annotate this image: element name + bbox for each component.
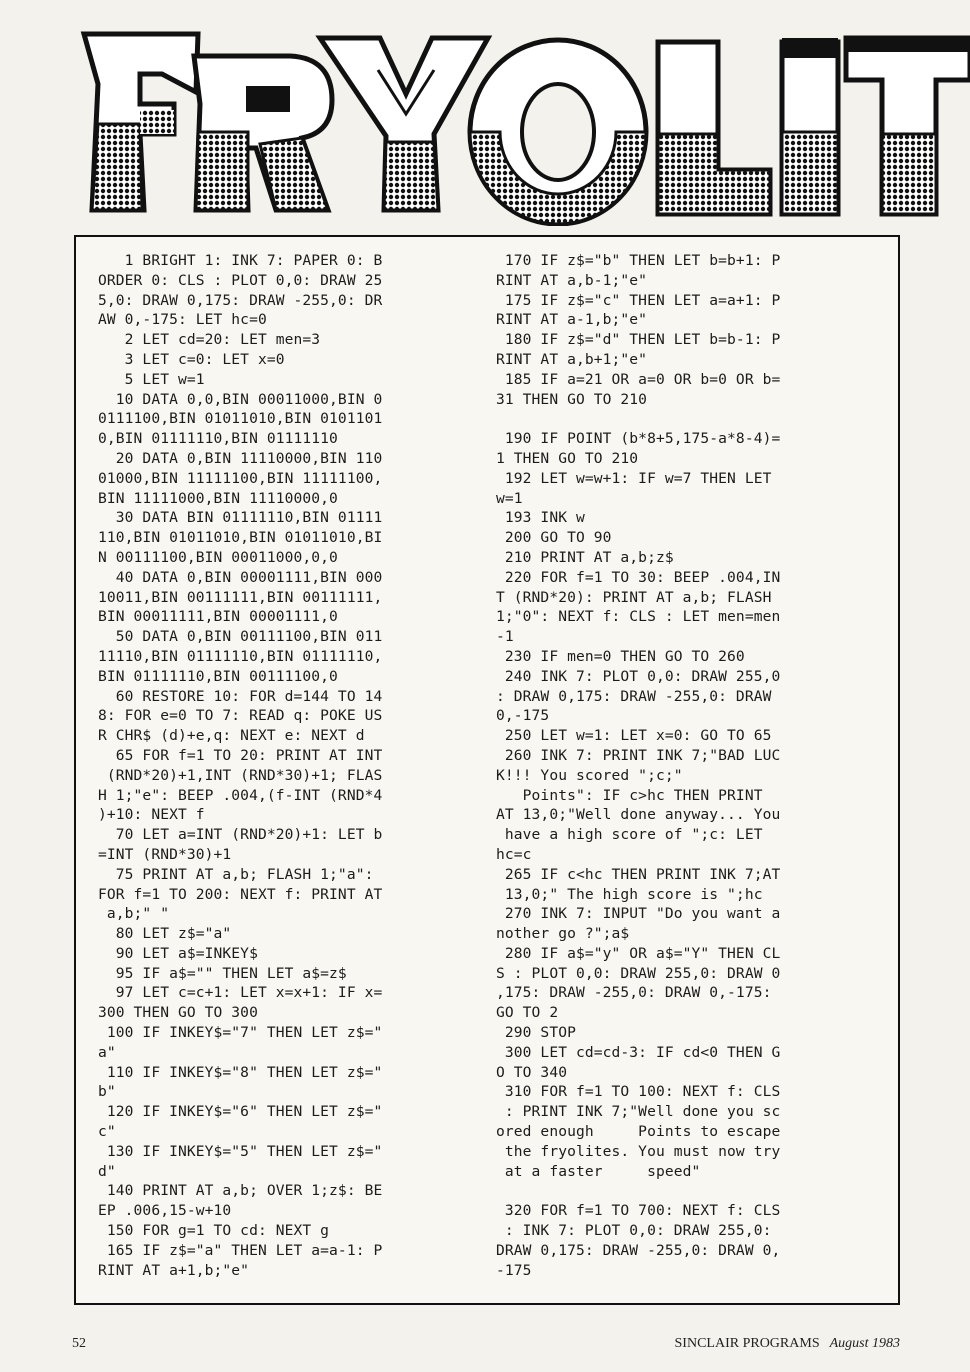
code-line: 100 IF INKEY$="7" THEN LET z$="	[98, 1024, 383, 1042]
code-line: 3 LET c=0: LET x=0	[98, 350, 285, 368]
code-line: 30 DATA BIN 01111110,BIN 01111	[98, 509, 383, 527]
code-line: DRAW 0,175: DRAW -255,0: DRAW 0,	[496, 1241, 781, 1259]
issue-date: August 1983	[829, 1336, 900, 1351]
code-line: b"	[98, 1083, 116, 1101]
code-line: -175	[496, 1261, 532, 1279]
code-line: 90 LET a$=INKEY$	[98, 944, 258, 962]
code-line: 230 IF men=0 THEN GO TO 260	[496, 647, 745, 665]
code-line: AW 0,-175: LET hc=0	[98, 311, 267, 329]
code-line: 5,0: DRAW 0,175: DRAW -255,0: DR	[98, 291, 383, 309]
code-line: Points": IF c>hc THEN PRINT	[496, 786, 763, 804]
title-logo	[70, 14, 970, 226]
code-line: 20 DATA 0,BIN 11110000,BIN 110	[98, 449, 383, 467]
code-line: 240 INK 7: PLOT 0,0: DRAW 255,0	[496, 667, 781, 685]
code-line: 165 IF z$="a" THEN LET a=a-1: P	[98, 1241, 383, 1259]
code-line: 220 FOR f=1 TO 30: BEEP .004,IN	[496, 568, 781, 586]
code-line: S : PLOT 0,0: DRAW 255,0: DRAW 0	[496, 964, 781, 982]
code-line: 320 FOR f=1 TO 700: NEXT f: CLS	[496, 1202, 781, 1220]
code-line: 0,-175	[496, 707, 550, 725]
code-line: RINT AT a+1,b;"e"	[98, 1261, 250, 1279]
code-line	[496, 409, 891, 429]
code-line: ,175: DRAW -255,0: DRAW 0,-175:	[496, 984, 772, 1002]
code-line: 1;"0": NEXT f: CLS : LET men=men	[496, 608, 781, 626]
code-line: T (RND*20): PRINT AT a,b; FLASH	[496, 588, 772, 606]
code-line: have a high score of ";c: LET	[496, 826, 763, 844]
code-line: 75 PRINT AT a,b; FLASH 1;"a":	[98, 865, 374, 883]
code-line: 150 FOR g=1 TO cd: NEXT g	[98, 1222, 330, 1240]
code-line: 190 IF POINT (b*8+5,175-a*8-4)=	[496, 430, 781, 448]
code-line: GO TO 2	[496, 1004, 559, 1022]
title-text: FRYOLITE	[517, 224, 523, 225]
listing-column-left	[98, 251, 483, 1280]
code-line: 2 LET cd=20: LET men=3	[98, 331, 321, 349]
code-line: N 00111100,BIN 00011000,0,0	[98, 548, 338, 566]
letter-o	[470, 40, 646, 224]
code-line: 170 IF z$="b" THEN LET b=b+1: P	[496, 252, 781, 269]
code-line: =INT (RND*30)+1	[98, 845, 232, 863]
code-line: FOR f=1 TO 200: NEXT f: PRINT AT	[98, 885, 383, 903]
code-line: 65 FOR f=1 TO 20: PRINT AT INT	[98, 746, 383, 764]
code-line: RINT AT a,b-1;"e"	[496, 271, 648, 289]
code-line: ored enough Points to escape	[496, 1123, 781, 1141]
publication-name: SINCLAIR PROGRAMS	[674, 1336, 820, 1351]
code-line: nother go ?";a$	[496, 925, 630, 943]
program-listing	[74, 235, 900, 1305]
title-banner	[70, 14, 970, 226]
code-line: w=1	[496, 489, 523, 507]
code-line: 97 LET c=c+1: LET x=x+1: IF x=	[98, 984, 383, 1002]
code-line: 0111100,BIN 01011010,BIN 0101101	[98, 410, 383, 428]
code-line: 31 THEN GO TO 210	[496, 390, 648, 408]
code-line: 120 IF INKEY$="6" THEN LET z$="	[98, 1103, 383, 1121]
listing-column-right	[496, 251, 891, 1280]
letter-t	[846, 38, 970, 214]
code-line: at a faster speed"	[496, 1162, 701, 1180]
code-line: 140 PRINT AT a,b; OVER 1;z$: BE	[98, 1182, 383, 1200]
code-line: 280 IF a$="y" OR a$="Y" THEN CL	[496, 944, 781, 962]
code-line: 11110,BIN 01111110,BIN 01111110,	[98, 647, 383, 665]
code-line: 200 GO TO 90	[496, 529, 612, 547]
code-line: 01000,BIN 11111100,BIN 11111100,	[98, 469, 383, 487]
code-line: BIN 00011111,BIN 00001111,0	[98, 608, 338, 626]
letter-r	[194, 56, 332, 210]
code-line: 130 IF INKEY$="5" THEN LET z$="	[98, 1142, 383, 1160]
code-line: BIN 11111000,BIN 11110000,0	[98, 489, 338, 507]
code-line: 250 LET w=1: LET x=0: GO TO 65	[496, 727, 772, 745]
code-line: 40 DATA 0,BIN 00001111,BIN 000	[98, 568, 383, 586]
code-line: 95 IF a$="" THEN LET a$=z$	[98, 964, 347, 982]
page-number: 52	[72, 1336, 86, 1351]
code-line: the fryolites. You must now try	[496, 1142, 781, 1160]
code-line: BIN 01111110,BIN 00111100,0	[98, 667, 338, 685]
code-line: 180 IF z$="d" THEN LET b=b-1: P	[496, 331, 781, 349]
code-line: 1 BRIGHT 1: INK 7: PAPER 0: B	[98, 252, 383, 269]
code-line: : PRINT INK 7;"Well done you sc	[496, 1103, 781, 1121]
code-line: -1	[496, 628, 514, 646]
code-line	[496, 1181, 891, 1201]
code-line: c"	[98, 1123, 116, 1141]
code-line: K!!! You scored ";c;"	[496, 766, 683, 784]
code-line: 290 STOP	[496, 1024, 576, 1042]
code-line: d"	[98, 1162, 116, 1180]
code-line: 300 THEN GO TO 300	[98, 1004, 258, 1022]
code-line: 10 DATA 0,0,BIN 00011000,BIN 0	[98, 390, 383, 408]
code-line: a,b;" "	[98, 905, 170, 923]
code-line: hc=c	[496, 845, 532, 863]
publication-footer	[675, 1336, 900, 1352]
code-line: 270 INK 7: INPUT "Do you want a	[496, 905, 781, 923]
code-line: (RND*20)+1,INT (RND*30)+1; FLAS	[98, 766, 383, 784]
code-line: 60 RESTORE 10: FOR d=144 TO 14	[98, 687, 383, 705]
code-line: 80 LET z$="a"	[98, 925, 232, 943]
code-line: RINT AT a,b+1;"e"	[496, 350, 648, 368]
code-line: 193 INK w	[496, 509, 585, 527]
code-line: EP .006,15-w+10	[98, 1202, 232, 1220]
code-line: 265 IF c<hc THEN PRINT INK 7;AT	[496, 865, 781, 883]
code-line: 110 IF INKEY$="8" THEN LET z$="	[98, 1063, 383, 1081]
code-line: RINT AT a-1,b;"e"	[496, 311, 648, 329]
code-line: a"	[98, 1043, 116, 1061]
code-line: 210 PRINT AT a,b;z$	[496, 548, 674, 566]
code-line: 0,BIN 01111110,BIN 01111110	[98, 430, 338, 448]
letter-f	[84, 34, 198, 210]
code-line: 5 LET w=1	[98, 370, 205, 388]
code-line: 10011,BIN 00111111,BIN 00111111,	[98, 588, 383, 606]
code-line: ORDER 0: CLS : PLOT 0,0: DRAW 25	[98, 271, 383, 289]
code-line: H 1;"e": BEEP .004,(f-INT (RND*4	[98, 786, 383, 804]
code-line: 310 FOR f=1 TO 100: NEXT f: CLS	[496, 1083, 781, 1101]
code-line: 50 DATA 0,BIN 00111100,BIN 011	[98, 628, 383, 646]
letter-i	[782, 38, 838, 214]
code-line: 110,BIN 01011010,BIN 01011010,BI	[98, 529, 383, 547]
code-line: R CHR$ (d)+e,q: NEXT e: NEXT d	[98, 727, 365, 745]
code-line: 8: FOR e=0 TO 7: READ q: POKE US	[98, 707, 383, 725]
code-line: 1 THEN GO TO 210	[496, 449, 639, 467]
letter-y	[320, 38, 488, 210]
code-line: 185 IF a=21 OR a=0 OR b=0 OR b=	[496, 370, 781, 388]
code-line: 13,0;" The high score is ";hc	[496, 885, 763, 903]
letter-l	[658, 42, 770, 214]
code-line: )+10: NEXT f	[98, 806, 205, 824]
code-line: 192 LET w=w+1: IF w=7 THEN LET	[496, 469, 772, 487]
code-line: 260 INK 7: PRINT INK 7;"BAD LUC	[496, 746, 781, 764]
code-line: 70 LET a=INT (RND*20)+1: LET b	[98, 826, 383, 844]
code-line: O TO 340	[496, 1063, 568, 1081]
code-line: AT 13,0;"Well done anyway... You	[496, 806, 781, 824]
code-line: : INK 7: PLOT 0,0: DRAW 255,0:	[496, 1222, 772, 1240]
code-line: 175 IF z$="c" THEN LET a=a+1: P	[496, 291, 781, 309]
code-line: 300 LET cd=cd-3: IF cd<0 THEN G	[496, 1043, 781, 1061]
code-line: : DRAW 0,175: DRAW -255,0: DRAW	[496, 687, 772, 705]
